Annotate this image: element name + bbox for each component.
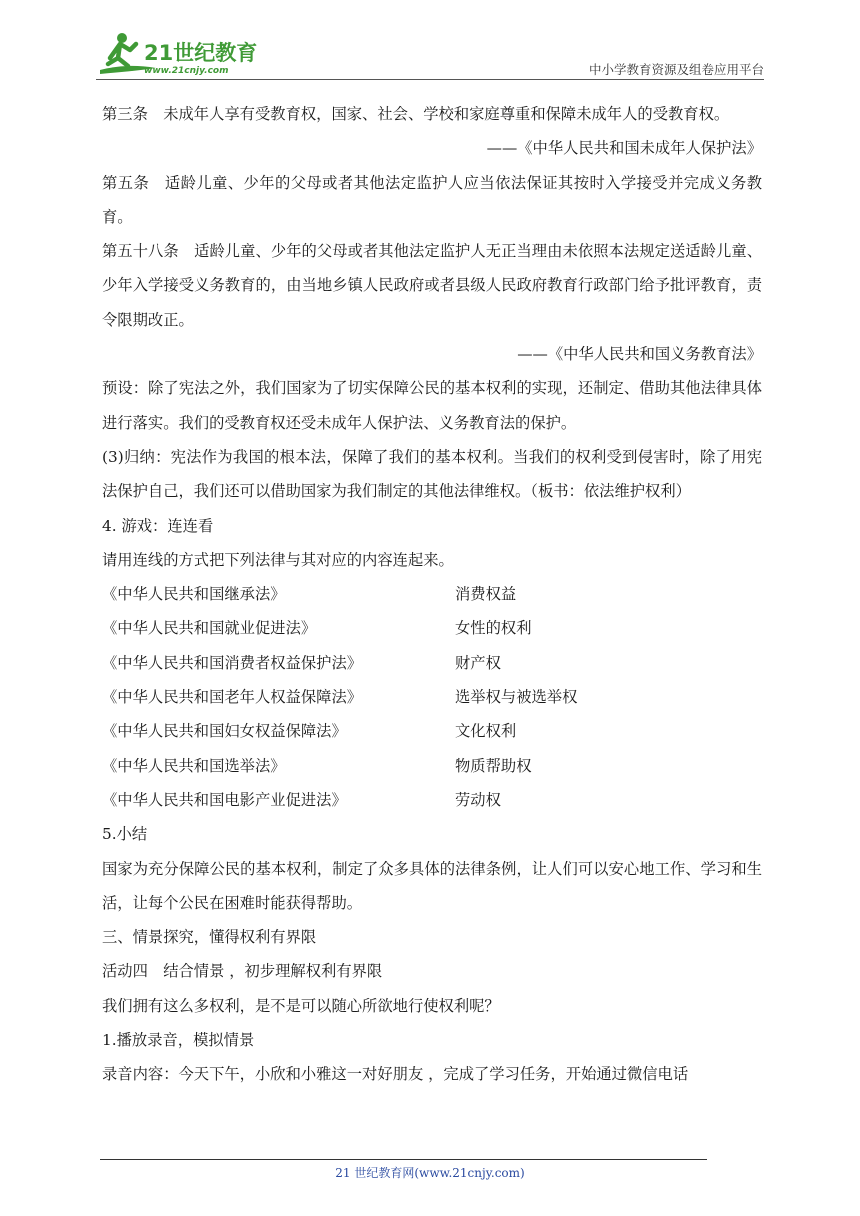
recording-text: 录音内容：今天下午，小欣和小雅这一对好朋友 ，完成了学习任务，开始通过微信电话 (102, 1065, 689, 1084)
matching-row (102, 749, 762, 783)
law-name: 《中华人民共和国老年人权益保障法》 (102, 688, 363, 707)
law-name: 《中华人民共和国电影产业促进法》 (102, 790, 347, 809)
law-name: 《中华人民共和国消费者权益保护法》 (102, 653, 363, 672)
game-instruction: 请用连线的方式把下列法律与其对应的内容连起来。 (102, 550, 454, 569)
platform-name: 中小学教育资源及组卷应用平台 (588, 62, 764, 77)
footer-divider (100, 1159, 707, 1160)
law-name: 《中华人民共和国就业促进法》 (102, 619, 317, 638)
right-name: 选举权与被选举权 (455, 688, 578, 707)
law-name: 《中华人民共和国继承法》 (102, 585, 286, 604)
right-name: 文化权利 (455, 722, 517, 741)
matching-row (102, 646, 762, 680)
game-heading: 4. 游戏：连连看 (102, 516, 214, 535)
logo-text: 21世纪教育 (144, 41, 258, 65)
right-name: 消费权益 (455, 585, 517, 604)
logo (96, 30, 266, 78)
header-divider (96, 79, 764, 80)
right-name: 财产权 (455, 653, 501, 672)
summary-heading: 5.小结 (102, 825, 148, 844)
source-minors-law: ——《中华人民共和国未成年人保护法》 (486, 139, 762, 158)
right-name: 女性的权利 (455, 619, 532, 638)
matching-row (102, 714, 762, 748)
activity-heading: 活动四 结合情景 ，初步理解权利有界限 (102, 962, 383, 981)
logo-url: www.21cnjy.com (144, 66, 229, 76)
footer-text: 21 世纪教育网(www.21cnjy.com) (335, 1166, 525, 1180)
right-name: 劳动权 (455, 790, 501, 809)
source-education-law: ——《中华人民共和国义务教育法》 (517, 345, 762, 364)
page-header (96, 30, 764, 82)
article-58: 第五十八条 适龄儿童、少年的父母或者其他法定监护人无正当理由未依照本法规定送适龄儿童、少年入学接受义务教育的，由当地乡镇人民政府或者县级人民政府教育行政部门给予批评教育，责令限期改正。 (102, 242, 762, 329)
right-name: 物质帮助权 (455, 756, 532, 775)
article-5: 第五条 适龄儿童、少年的父母或者其他法定监护人应当依法保证其按时入学接受并完成义务教育。 (102, 173, 762, 226)
document-body (102, 97, 762, 1092)
article-3: 第三条 未成年人享有受教育权，国家、社会、学校和家庭尊重和保障未成年人的受教育权。 (102, 105, 730, 123)
law-name: 《中华人民共和国选举法》 (102, 756, 286, 775)
matching-row (102, 577, 762, 611)
matching-row (102, 783, 762, 817)
summary-paragraph: (3)归纳：宪法作为我国的根本法，保障了我们的基本权利。当我们的权利受到侵害时，除了用宪法保护自己，我们还可以借助国家为我们制定的其他法律维权。（板书：依法维护权利） (102, 447, 762, 501)
summary-text: 国家为充分保障公民的基本权利，制定了众多具体的法律条例，让人们可以安心地工作、学习和生活，让每个公民在困难时能获得帮助。 (102, 859, 762, 912)
matching-row (102, 680, 762, 714)
law-name: 《中华人民共和国妇女权益保障法》 (102, 722, 347, 741)
step-heading: 1.播放录音，模拟情景 (102, 1031, 255, 1050)
section-heading: 三、情景探究，懂得权利有界限 (102, 928, 317, 947)
question-text: 我们拥有这么多权利，是不是可以随心所欲地行使权利呢？ (102, 996, 500, 1015)
matching-row (102, 611, 762, 645)
preset-paragraph: 预设：除了宪法之外，我们国家为了切实保障公民的基本权利的实现，还制定、借助其他法律具体进行落实。我们的受教育权还受未成年人保护法、义务教育法的保护。 (102, 379, 762, 432)
